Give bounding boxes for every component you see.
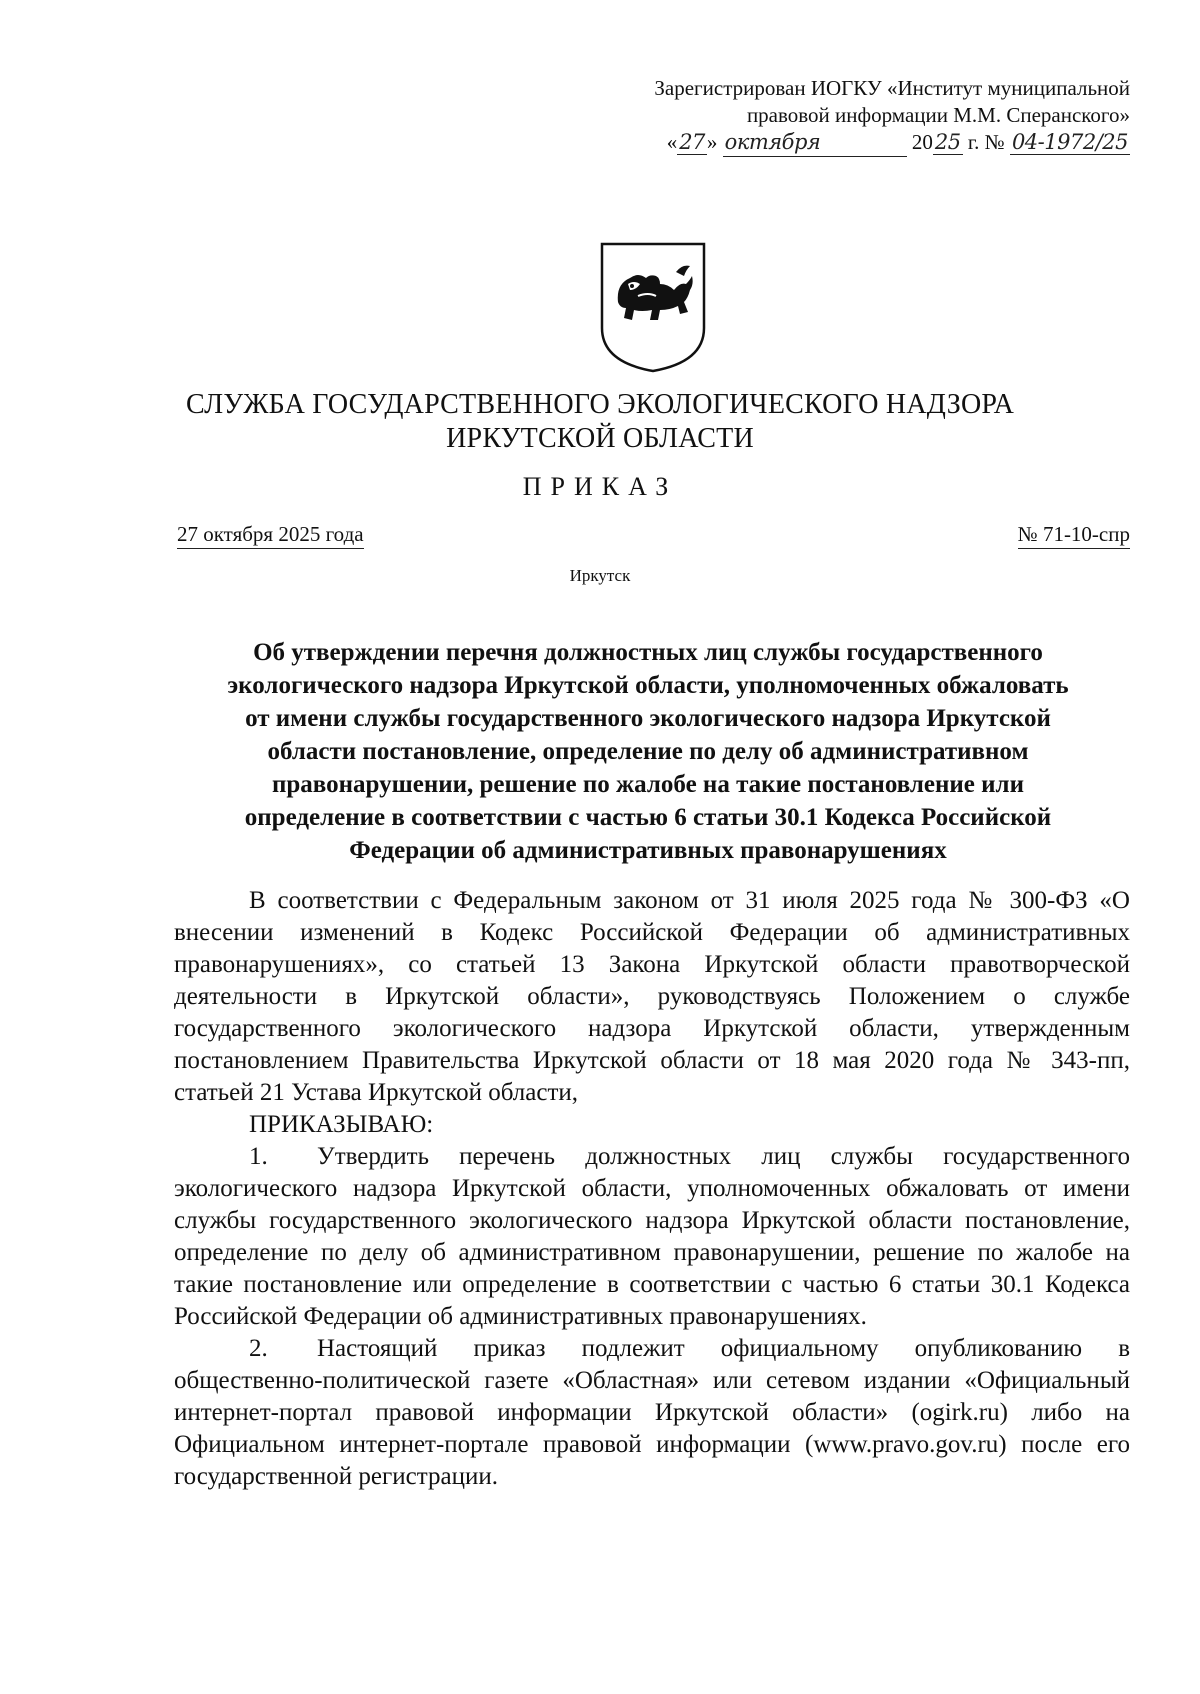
registration-stamp — [570, 75, 1130, 157]
title-line: Федерации об административных правонарушениях — [349, 837, 947, 864]
document-number: № 71-10-спр — [1018, 522, 1130, 549]
document-date: 27 октября 2025 года — [177, 522, 364, 549]
title-line: определение в соответствии с частью 6 статьи 30.1 Кодекса Российской — [244, 804, 1052, 831]
document-title — [168, 636, 1128, 867]
title-line: правонарушении, решение по жалобе на такие постановление или — [272, 771, 1024, 798]
registration-month: октября — [723, 129, 907, 157]
title-line: от имени службы государственного экологического надзора Иркутской — [245, 705, 1051, 732]
irkutsk-coat-of-arms-icon — [598, 240, 708, 375]
agency-name — [150, 388, 1050, 456]
document-type: ПРИКАЗ — [522, 472, 678, 501]
title-line: экологического надзора Иркутской области, уполномоченных обжаловать — [227, 672, 1069, 699]
order-item-2 — [174, 1333, 1130, 1493]
registration-day: 27 — [679, 130, 705, 154]
registration-year-suffix: 25 — [934, 130, 961, 154]
order-heading: ПРИКАЗЫВАЮ: — [249, 1111, 434, 1138]
title-line: области постановление, определение по делу об административном — [267, 738, 1029, 765]
registration-line-3: «27» октября 2025 г. № 04-1972/25 — [570, 129, 1130, 157]
order-item-text: Утвердить перечень должностных лиц службы государственного экологического надзора Иркутской области, уполномоченных обжаловать от имени службы государственного экологического надзора Иркутской области постановление, определение по делу об административном правонарушении, решение по жалобе на такие постановление или определение в соответствии с частью 6 статьи 30.1 Кодекса Российской Федерации об административных правонарушениях. — [174, 1143, 1130, 1330]
agency-name-line-2: ИРКУТСКОЙ ОБЛАСТИ — [446, 423, 754, 454]
registration-number-label: г. № — [967, 130, 1005, 154]
order-item-1 — [174, 1141, 1130, 1333]
title-line: Об утверждении перечня должностных лиц службы государственного — [253, 639, 1043, 666]
registration-line-1: Зарегистрирован ИОГКУ «Институт муниципальной — [654, 76, 1130, 100]
registration-line-2: правовой информации М.М. Сперанского» — [746, 103, 1130, 127]
order-item-number: 1. — [249, 1143, 268, 1170]
registration-number: 04-1972/25 — [1011, 130, 1128, 154]
document-body — [174, 885, 1130, 1493]
order-item-number: 2. — [249, 1335, 268, 1362]
registration-year-prefix: 20 — [911, 130, 933, 154]
agency-name-line-1: СЛУЖБА ГОСУДАРСТВЕННОГО ЭКОЛОГИЧЕСКОГО НАДЗОРА — [185, 389, 1015, 420]
order-item-text: Настоящий приказ подлежит официальному опубликованию в общественно-политической газете «Областная» или сетевом издании «Официальный интернет-портал правовой информации Иркутской области» (ogirk.ru) либо на Официальном интернет-портале правовой информации (www.pravo.gov.ru) после его государственной регистрации. — [174, 1335, 1130, 1490]
preamble-paragraph: В соответствии с Федеральным законом от 31 июля 2025 года № 300-ФЗ «О внесении изменений в Кодекс Российской Федерации об административных правонарушениях», со статьей 13 Закона Иркутской области правотворческой деятельности в Иркутской области», руководствуясь Положением о службе государственного экологического надзора Иркутской области, утвержденным постановлением Правительства Иркутской области от 18 мая 2020 года № 343-пп, статьей 21 Устава Иркутской области, — [174, 887, 1130, 1106]
document-city: Иркутск — [569, 566, 631, 585]
